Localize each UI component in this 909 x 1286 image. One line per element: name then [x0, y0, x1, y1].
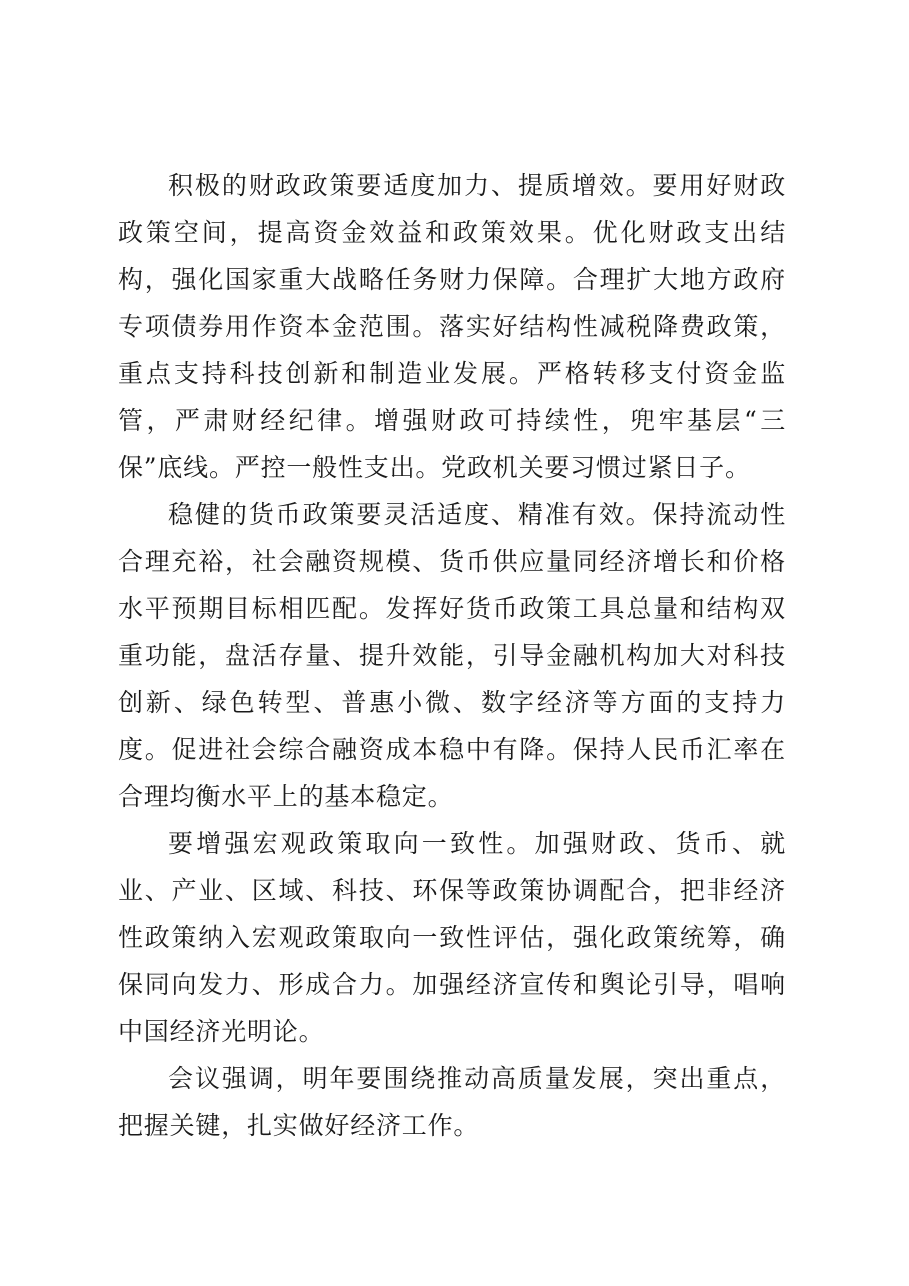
document-body: [118, 162, 786, 1149]
paragraph-monetary-policy: 稳健的货币政策要灵活适度、精准有效。保持流动性合理充裕，社会融资规模、货币供应量同经济增长和价格水平预期目标相匹配。发挥好货币政策工具总量和结构双重功能，盘活存量、提升效能，引导金融机构加大对科技创新、绿色转型、普惠小微、数字经济等方面的支持力度。促进社会综合融资成本稳中有降。保持人民币汇率在合理均衡水平上的基本稳定。: [118, 500, 786, 811]
paragraph-fiscal-policy: 积极的财政政策要适度加力、提质增效。要用好财政政策空间，提高资金效益和政策效果。优化财政支出结构，强化国家重大战略任务财力保障。合理扩大地方政府专项债券用作资本金范围。落实好结构性减税降费政策，重点支持科技创新和制造业发展。严格转移支付资金监管，严肃财经纪律。增强财政可持续性，兜牢基层“三保”底线。严控一般性支出。党政机关要习惯过紧日子。: [118, 171, 786, 482]
paragraph-macro-policy-consistency: 要增强宏观政策取向一致性。加强财政、货币、就业、产业、区域、科技、环保等政策协调配合，把非经济性政策纳入宏观政策取向一致性评估，强化政策统筹，确保同向发力、形成合力。加强经济宣传和舆论引导，唱响中国经济光明论。: [118, 829, 786, 1046]
paragraph-meeting-emphasis: 会议强调，明年要围绕推动高质量发展，突出重点，把握关键，扎实做好经济工作。: [118, 1064, 786, 1140]
